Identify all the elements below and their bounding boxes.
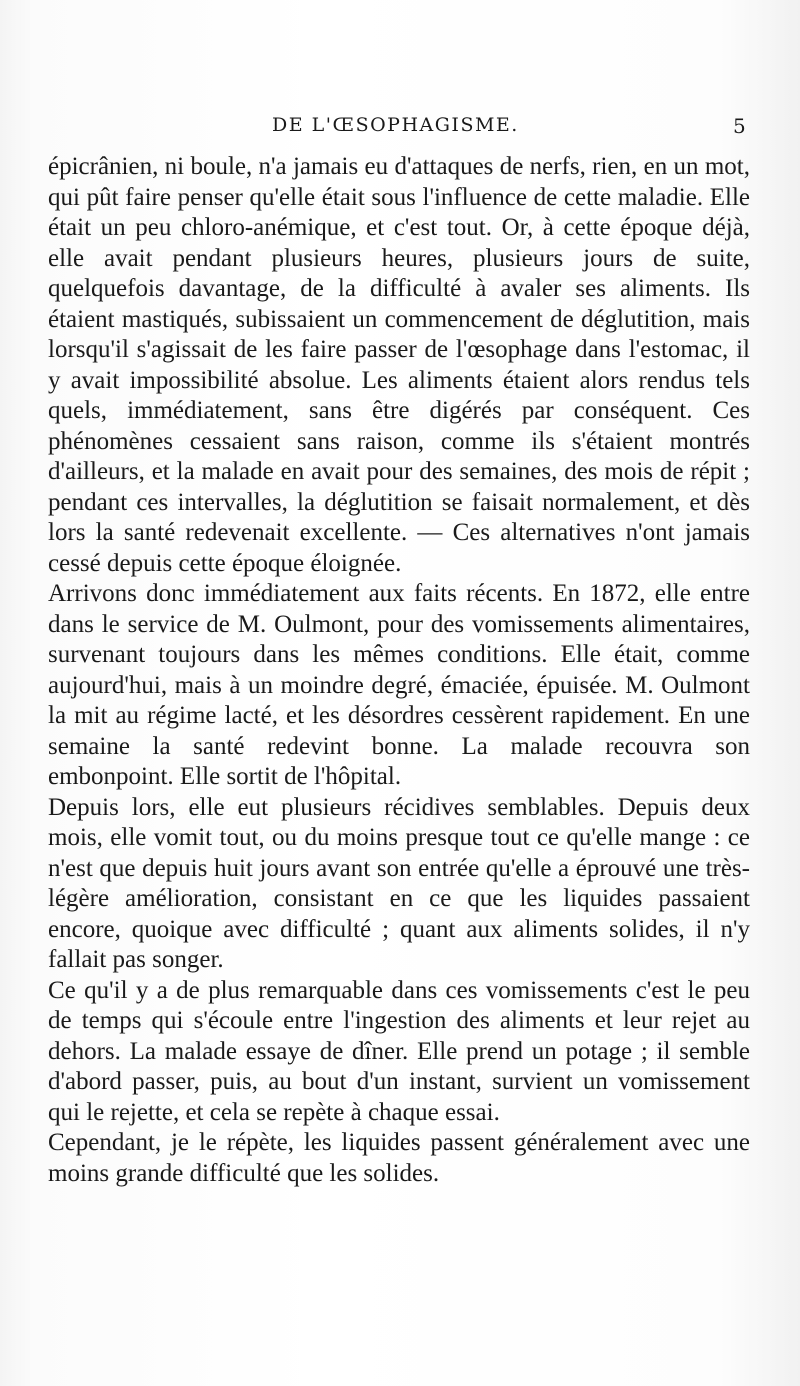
- running-title: DE L'ŒSOPHAGISME.: [272, 114, 519, 136]
- running-head: [0, 114, 800, 142]
- page-number: 5: [733, 114, 746, 138]
- paragraph-continuation: épicrânien, ni boule, n'a jamais eu d'attaques de nerfs, rien, en un mot, qui pût faire penser qu'elle était sous l'influence de cette maladie. Elle était un peu chloro-anémique, et c'est tout. Or, à cette époque déjà, elle avait pendant plusieurs heures, plusieurs jours de suite, quelquefois davantage, de la difficulté à avaler ses aliments. Ils étaient mastiqués, subissaient un commencement de déglutition, mais lorsqu'il s'agissait de les faire passer de l'œsophage dans l'estomac, il y avait impossibilité absolue. Les aliments étaient alors rendus tels quels, immédiatement, sans être digérés par conséquent. Ces phénomènes cessaient sans raison, comme ils s'étaient montrés d'ailleurs, et la malade en avait pour des semaines, des mois de répit ; pendant ces intervalles, la déglutition se faisait normalement, et dès lors la santé redevenait excellente. — Ces alternatives n'ont jamais cessé depuis cette époque éloignée.: [48, 153, 750, 577]
- body-text: [48, 152, 750, 1189]
- paragraph-recurrences: Depuis lors, elle eut plusieurs récidives semblables. Depuis deux mois, elle vomit tout, ou du moins presque tout ce qu'elle mange : ce n'est que depuis huit jours avant son entrée qu'elle a éprouvé une très-légère amélioration, consistant en ce que les liquides passaient encore, quoique avec difficulté ; quant aux aliments solides, il n'y fallait pas songer.: [48, 793, 750, 973]
- paragraph-recent-facts: Arrivons donc immédiatement aux faits récents. En 1872, elle entre dans le service de M. Oulmont, pour des vomissements alimentaires, survenant toujours dans les mêmes conditions. Elle était, comme aujourd'hui, mais à un moindre degré, émaciée, épuisée. M. Oulmont la mit au régime lacté, et les désordres cessèrent rapidement. En une semaine la santé redevint bonne. La malade recouvra son embonpoint. Elle sortit de l'hôpital.: [48, 580, 750, 790]
- paragraph-liquids: Cependant, je le répète, les liquides passent généralement avec une moins grande difficulté que les solides.: [48, 1129, 750, 1187]
- paragraph-vomiting-timing: Ce qu'il y a de plus remarquable dans ces vomissements c'est le peu de temps qui s'écoule entre l'ingestion des aliments et leur rejet au dehors. La malade essaye de dîner. Elle prend un potage ; il semble d'abord passer, puis, au bout d'un instant, survient un vomissement qui le rejette, et cela se repète à chaque essai.: [48, 976, 750, 1126]
